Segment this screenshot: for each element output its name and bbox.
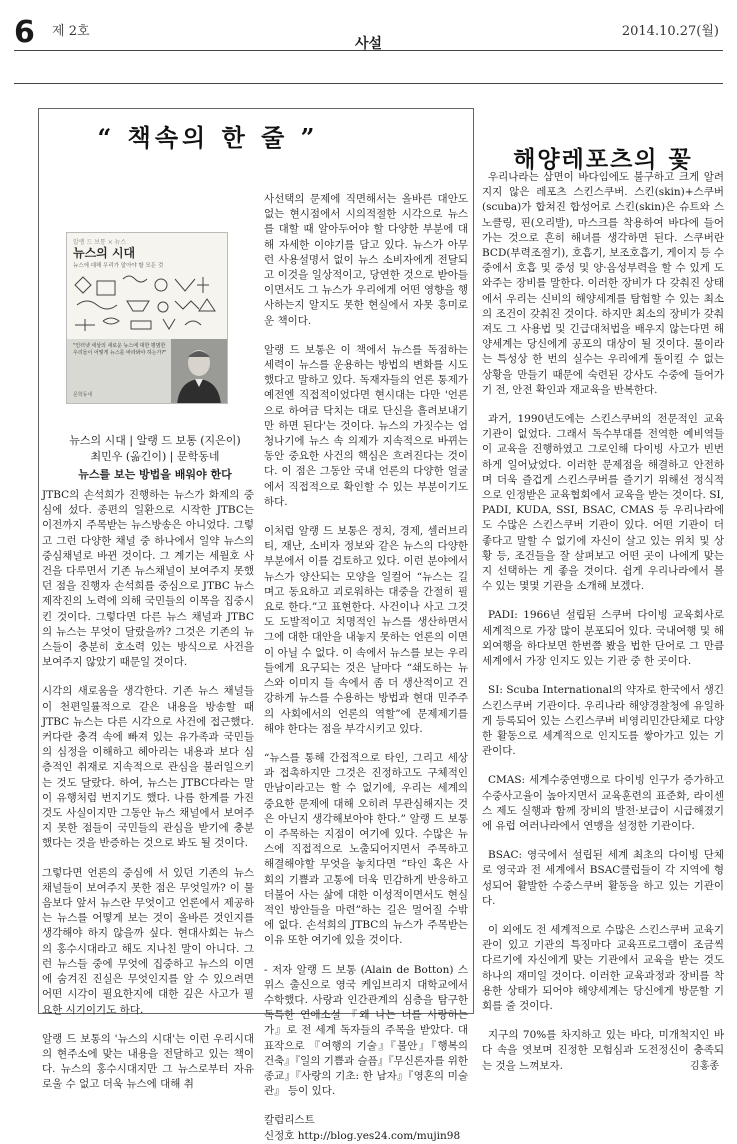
paragraph: JTBC의 손석희가 진행하는 뉴스가 화제의 중심에 섰다. 종편의 일환으로 시작한 JTBC는 이전까지 주목받는 뉴스방송은 아니었다. 그렇고 그런 다양한 채널 중 하나에서 일약 뉴스의 중심채널로 바뀐 것이다. 그 계기는 세월호 사건을 다루면서 기존 뉴스채널이 보여주지 못했던 점을 진행자 손석희를 중심으로 JTBC 뉴스 제작진의 노력에 의해 국민들의 이목을 집중시킨 것이다. 그렇다면 다른 뉴스 채널과 JTBC의 뉴스는 무엇이 달랐을까? 그것은 기존의 뉴스들이 충분히 호소력 있는 방식으로 사건을 보여주지 않았기 때문일 것이다. (42, 489, 254, 669)
book-cover-illustration (71, 271, 223, 337)
book-cover-quote: "인터넷 세상의 새로운 뉴스에 대한 평범한 우리들이 어떻게 뉴스를 바라봐야 하는가?" (73, 343, 167, 356)
book-caption-title: 뉴스의 시대 | 알랭 드 보통 (지은이) (69, 434, 241, 447)
book-cover-title: 뉴스의 시대 (73, 246, 136, 260)
book-cover-publisher: 문학동네 (73, 392, 93, 398)
paragraph: 과거, 1990년도에는 스킨스쿠버의 전문적인 교육기관이 없었다. 그래서 독수부대를 전역한 예비역들이 교육을 진행하였고 그로인해 다이빙 사고가 빈번하게 일어났었다. 이러한 문제점을 해결하고 안전하며 더욱 즐겁게 스킨스쿠버를 즐기기 위해선 정식적으로 인정받은 교육협회에서 교육을 받는 것이다. SI, PADI, KUDA, SSI, BSAC, CMAS 등 우리나라에도 수많은 스킨스쿠버 기관이 있다. 어떤 기관이 더 좋다고 말할 수 없기에 자신이 살고 있는 위치 및 상황 등, 조건들을 잘 살펴보고 어떤 곳이 나에게 맞는지 선택하는 게 좋을 것이다. 쉽게 우리나라에서 볼 수 있는 몇몇 기관을 소개해 보겠다. (482, 413, 724, 593)
article-title: 해양레포츠의 꽃 (513, 146, 693, 173)
header-rule-top (14, 50, 723, 51)
book-review-column-1 (42, 488, 254, 1107)
issue-number: 제 2호 (52, 24, 90, 39)
book-review-column-2 (264, 192, 468, 1144)
paragraph: 알랭 드 보통의 '뉴스의 시대'는 이런 우리시대의 현주소에 맞는 내용을 전달하고 있는 책이다. 뉴스의 홍수시대지만 그 뉴스로부터 자유로울 수 없고 더욱 뉴스에 대해 취 (42, 1032, 254, 1091)
article-body (482, 170, 724, 1088)
section-name: 사설 (354, 36, 383, 52)
page-number: 6 (14, 15, 35, 50)
book-caption-translator: 최민우 (옮긴이) | 문학동네 (90, 450, 220, 463)
book-cover-subtitle: 뉴스에 대해 우리가 알아야 할 모든 것 (73, 263, 164, 269)
publication-date: 2014.10.27(월) (621, 24, 719, 39)
author-bio: - 저자 알랭 드 보통 (Alain de Botton) 스위스 출신으로 영국 케임브리지 대학교에서 수학했다. 사랑과 인간관계의 심층을 탐구한 독특한 연애소설 『왜 나는 너를 사랑하는가』로 전 세계 독자들의 주목을 받았다. 대표작으로 『여행의 기술』『불안』『행복의 건축』『일의 기쁨과 슬픔』『무신론자를 위한 종교』『사랑의 기초: 한 남자』『영혼의 미술관』 등이 있다. (264, 963, 468, 1098)
paragraph: 우리나라는 삼면이 바다임에도 불구하고 크게 알려지지 않은 레포츠 스킨스쿠버. 스킨(skin)+스쿠버(scuba)가 합쳐진 합성어로 스킨(skin)은 슈트와 스노클링, 핀(오리발), 마스크를 착용하여 바다에 들어가는 것으로 흔히 해녀를 생각하면 된다. 스쿠버란 BCD(부력조절기), 호흡기, 보조호흡기, 게이지 등 수중에서 호흡 및 중성 및 양·음성부력을 할 수 있게 도와주는 장비를 말한다. 이러한 장비가 다 갖춰진 상태에서 우리는 신비의 해양세계를 탐험할 수 있는 최소의 조건이 갖춰진 것이다. 하지만 최소의 장비가 갖춰져도 그 사용법 및 긴급대처법을 배우지 않는다면 해양세계는 당신에게 공포의 대상이 될 것이다. 물이라는 특성상 한 번의 실수는 우리에게 돌이킬 수 없는 상황을 만들기 때문에 숙련된 강사도 수중에 들어가기 전, 안전 확인과 재교육을 반복한다. (482, 171, 724, 396)
paragraph: CMAS: 세계수중연맹으로 다이빙 인구가 증가하고 수중사고율이 높아지면서 교육훈련의 표준화, 라이센스 제도 실행과 함께 장비의 발전·보급이 시급해졌기에 유럽 여러나라에서 연맹을 설정한 기관이다. (482, 774, 724, 832)
paragraph: PADI: 1966년 설립된 스쿠버 다이빙 교육회사로 세계적으로 가장 많이 분포되어 있다. 국내여행 및 해외여행을 하다보면 한번쯤 봤을 법한 단어로 그 만큼 세계에서 가장 인지도 있는 기관 중 한 곳이다. (482, 609, 724, 668)
book-review-title: “ 책속의 한 줄 ” (97, 123, 319, 152)
paragraph: “뉴스를 통해 간접적으로 타인, 그리고 세상과 접촉하지만 그것은 진정하고도 구체적인 만남이라고는 할 수 없기에, 우리는 세계의 중요한 문제에 대해 오히려 무관심해지는 것은 아닌지 생각해보아야 한다.” 알랭 드 보통이 주목하는 지점이 여기에 있다. 수많은 뉴스에 직접적으로 노출되어지면서 주목하고 해결해야할 무엇을 놓치다면 “타인 혹은 사회의 기쁨과 고통에 더욱 민감하게 반응하고 더불어 사는 삶에 대한 이성적이면서도 현실적인 방안들을 마련”하는 길은 멀어질 수밖에 없다. 손석희의 JTBC의 뉴스가 주목받는 이유 또한 여기에 있을 것이다. (264, 751, 468, 947)
paragraph: BSAC: 영국에서 설립된 세계 최초의 다이빙 단체로 영국과 전 세계에서 BSAC클럽들이 각 지역에 형성되어 활발한 수중스쿠버 활동을 하고 있는 기관이다. (482, 849, 724, 907)
author-portrait (171, 339, 227, 404)
header-rule-bottom (14, 83, 723, 84)
paragraph: 시각의 새로움을 생각한다. 기존 뉴스 채널들이 천편일률적으로 같은 내용을 방송할 때 JTBC 뉴스는 다른 시각으로 사건에 접근했다. 커다란 충격 속에 빠져 있는 유가족과 국민들의 심정을 이해하고 헤아리는 내용과 보다 심층적인 취재로 지속적으로 관심을 불러일으키는 것도 달랐다. 하여, 뉴스는 JTBC다라는 말이 유행처럼 번지기도 했다. 나름 한계를 가진 것도 사실이지만 그동안 뉴스 채널에서 보여주지 못한 점들이 국민들의 관심을 받기에 충분했다는 것을 반증하는 것으로 봐도 될 것이다. (42, 685, 254, 850)
book-cover-series: 알랭 드 보통 × 뉴스 (73, 239, 127, 246)
paragraph: 지구의 70%를 차지하고 있는 바다, 미개척지인 바다 속을 엿보며 진정한 모험심과 도전정신이 충족되는 것을 느껴보자. (482, 1029, 724, 1072)
book-review-headline: 뉴스를 보는 방법을 배워야 한다 (78, 468, 232, 481)
paragraph: SI: Scuba International의 약자로 한국에서 생긴 스킨스쿠버 기관이다. 우리나라 해양경찰청에 유일하게 등록되어 있는 스킨스쿠버 비영리민간단체로 다양한 활동으로 세계적으로 인지도를 쌓아가고 있는 기관이다. (482, 684, 724, 758)
paragraph: 이처럼 알랭 드 보통은 정치, 경제, 셀러브리티, 재난, 소비자 정보와 같은 뉴스의 다양한 부분에서 이를 검토하고 있다. 이런 분야에서 뉴스가 양산되는 모양을 일컬어 “뉴스는 길며고 동요하고 괴로워하는 대중을 간절히 필요로 한다.”고 표현한다. 사건이나 사고 그것도 도발적이고 치명적인 뉴스를 생산하면서 그에 대한 대안을 내놓지 못하는 언론의 이면이 아닐 수 없다. 이 속에서 뉴스를 보는 우리들에게 요구되는 것은 날마다 “쇄도하는 뉴스와 이미지 들 속에서 좀 더 생산적이고 건강하게 뉴스를 수용하는 방법과 현대 민주주의 사회에서의 언론의 역할”에 문제제기를 해야 한다는 점을 부각시키고 있다. (264, 525, 468, 735)
author-signature: 김홍종 (690, 1061, 719, 1072)
paragraph: 그렇다면 언론의 중심에 서 있던 기존의 뉴스채널들이 보여주지 못한 점은 무엇일까? 이 물음보다 앞서 뉴스란 무엇이고 언론에서 제공하는 뉴스를 어떻게 보는 것이 올바른 것인지를 생각해야 하지 않을까 싶다. 현대사회는 뉴스의 홍수시대라고 해도 지나친 말이 아니다. 그런 뉴스들 중에 무엇에 집중하고 뉴스의 이면에 숨겨진 진실은 무엇인지를 알 수 있으려면 어떤 시각이 필요한지에 대한 깊은 사고가 필요한 시기이기도 하다. (42, 866, 254, 1016)
columnist-label: 칼럼리스트 (264, 1114, 315, 1127)
paragraph: 사선택의 문제에 직면해서는 올바른 대안도 없는 현시점에서 시의적절한 시각으로 뉴스를 대할 때 알아두어야 할 다양한 부분에 대해 자세한 이야기를 담고 있다. 뉴스가 아무런 사용설명서 없이 뉴스 소비자에게 전달되고 이것을 일상적이고, 당연한 것으로 받아들이면서도 그 뉴스가 우리에게 어떤 영향을 행사하는지 알지도 못한 현실에서 자못 흥미로운 책이다. (264, 193, 468, 327)
paragraph: 이 외에도 전 세계적으로 수많은 스킨스쿠버 교육기관이 있고 기관의 특징마다 교육프로그램이 조금씩 다르기에 자신에게 맞는 기관에서 교육을 받는 것도 하나의 재미일 것이다. 이러한 교육과정과 장비를 착용한 상태가 되어야 해양세계는 당신에게 방문할 기회를 줄 것이다. (482, 923, 724, 1012)
columnist-byline: 신정호 http://blog.yes24.com/mujin98 (264, 1129, 461, 1142)
book-cover-image (66, 232, 228, 404)
paragraph: 알랭 드 보통은 이 책에서 뉴스를 독점하는 세력이 뉴스를 운용하는 방법의 변화를 시도했다고 말하고 있다. 독재자들의 언론 통제가 예전엔 직접적이었다면 현시대는 다만 '언론으로 하여금 닥치는 대로 단신을 흘려보내기만 하면 된다'는 것이다. 뉴스의 가짓수는 엄청나기에 뉴스 속 의제가 지속적으로 바뀌는 동안 중요한 사건의 핵심은 흐려진다는 것이다. 이 점은 그동안 국내 언론의 다양한 얼굴에서 직접적으로 확인할 수 있는 부분이기도 하다. (264, 343, 468, 508)
